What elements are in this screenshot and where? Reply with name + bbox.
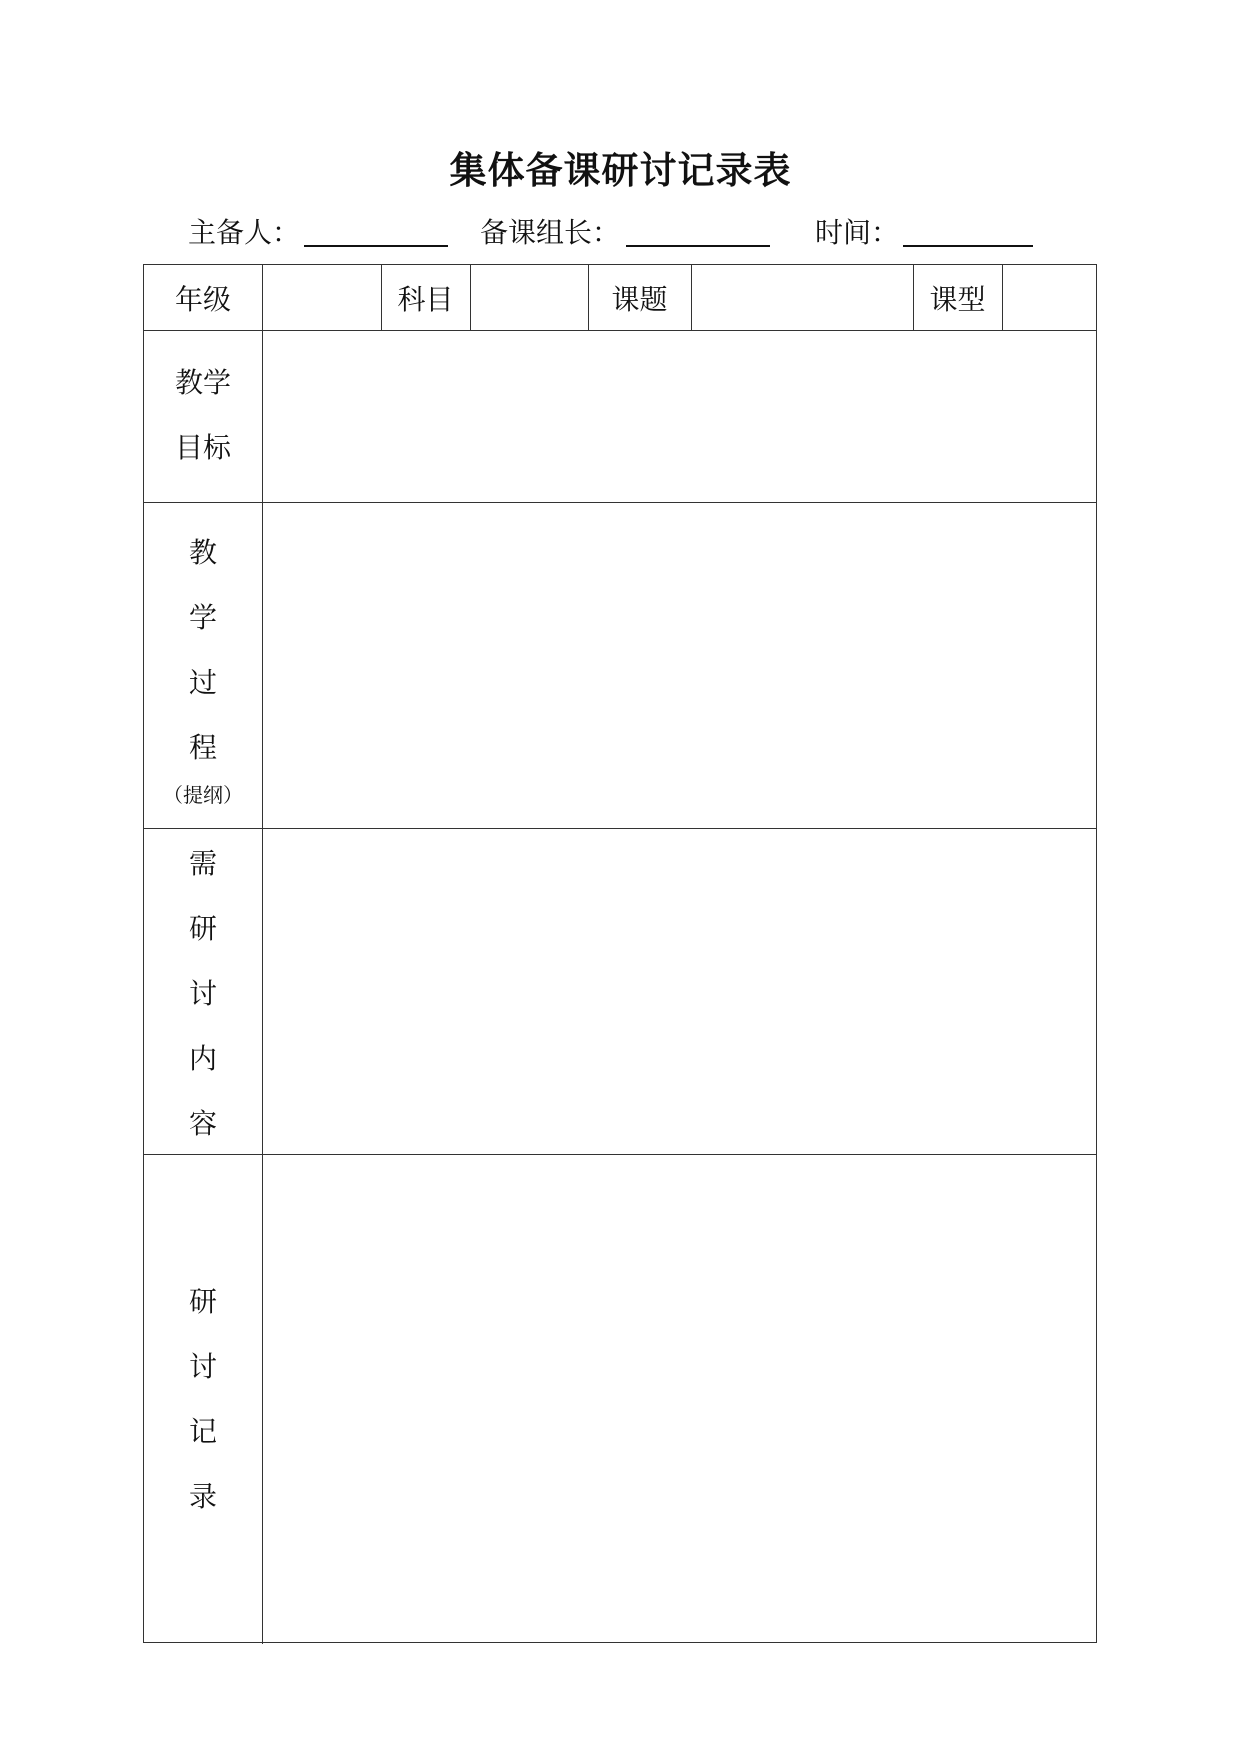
discussion-record-area[interactable]: [262, 1155, 1096, 1642]
label-line: 教学: [174, 366, 231, 399]
label-char: 研: [188, 1285, 217, 1318]
label-char: 记: [188, 1415, 217, 1448]
page-title: 集体备课研讨记录表: [449, 148, 792, 192]
teaching-process-label: [144, 520, 262, 810]
label-char: 学: [188, 601, 217, 634]
label-char: 过: [188, 666, 217, 699]
label-char: 教: [188, 536, 217, 569]
label-char: 研: [188, 912, 217, 945]
main-preparer-label: 主备人：: [188, 216, 301, 249]
grade-value-cell[interactable]: [262, 265, 381, 330]
group-leader-field: [480, 213, 780, 253]
group-leader-label: 备课组长：: [480, 216, 621, 249]
label-char: 内: [188, 1042, 217, 1075]
discussion-content-area[interactable]: [262, 829, 1096, 1154]
label-char: 程: [188, 731, 217, 764]
main-preparer-input[interactable]: [304, 215, 448, 247]
main-preparer-field: [188, 213, 458, 253]
lesson-type-value-cell[interactable]: [1002, 265, 1096, 330]
group-leader-input[interactable]: [626, 215, 770, 247]
subject-value-cell[interactable]: [470, 265, 588, 330]
record-table: [143, 264, 1097, 1643]
teaching-goal-content[interactable]: [262, 331, 1096, 502]
grade-label: 年级: [174, 282, 231, 316]
teaching-goal-label: [144, 350, 262, 480]
time-label: 时间：: [815, 216, 900, 249]
label-char: 容: [188, 1107, 217, 1140]
teaching-process-note: （提纲）: [163, 783, 243, 807]
lesson-type-label: 课型: [929, 282, 986, 316]
label-char: 需: [188, 847, 217, 880]
teaching-process-content[interactable]: [262, 503, 1096, 828]
label-char: 录: [188, 1480, 217, 1513]
subject-label: 科目: [397, 282, 454, 316]
label-line: 目标: [174, 431, 231, 464]
discussion-record-label: [144, 1269, 262, 1529]
time-field: [815, 213, 1035, 253]
label-char: 讨: [188, 977, 217, 1010]
discussion-content-label: [144, 831, 262, 1156]
time-input[interactable]: [903, 215, 1033, 247]
topic-value-cell[interactable]: [691, 265, 913, 330]
topic-label: 课题: [611, 282, 668, 316]
label-char: 讨: [188, 1350, 217, 1383]
